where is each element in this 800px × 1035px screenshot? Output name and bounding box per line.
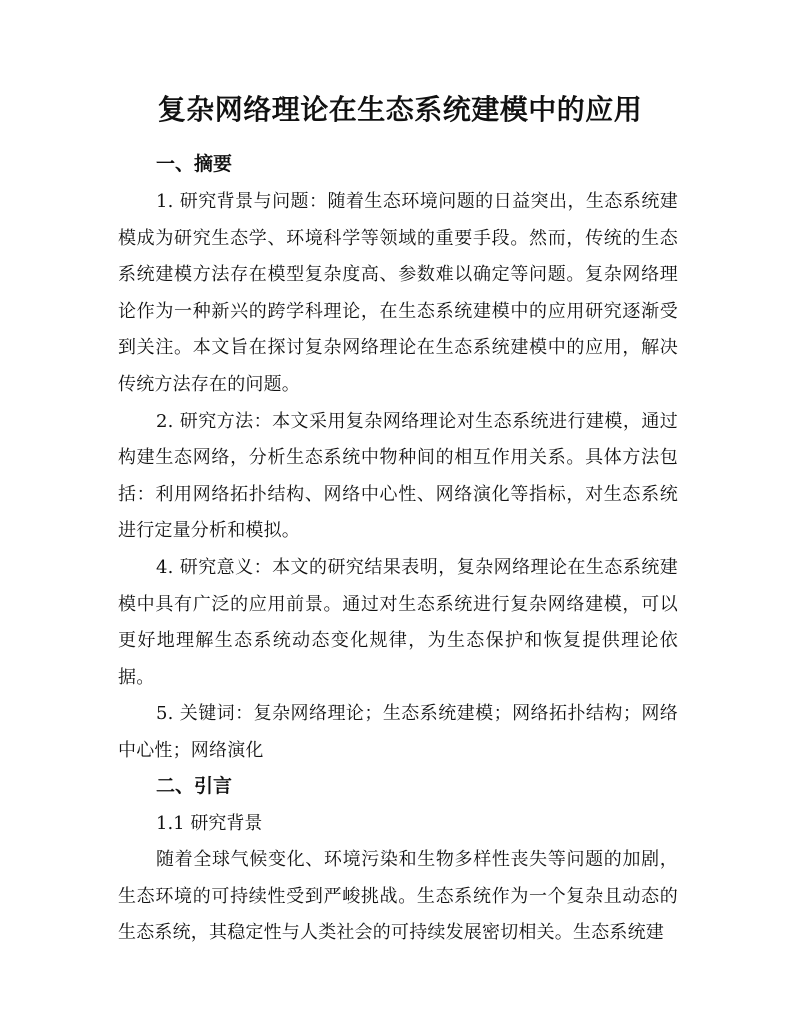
abstract-paragraph-keywords: 5. 关键词：复杂网络理论；生态系统建模；网络拓扑结构；网络中心性；网络演化 [118,703,678,761]
abstract-paragraph-background: 1. 研究背景与问题：随着生态环境问题的日益突出，生态系统建模成为研究生态学、环境科学等领域的重要手段。然而，传统的生态系统建模方法存在模型复杂度高、参数难以确定等问题。复杂网络理论作为一种新兴的跨学科理论，在生态系统建模中的应用研究逐渐受到关注。本文旨在探讨复杂网络理论在生态系统建模中的应用，解决传统方法存在的问题。 [118,191,678,395]
abstract-paragraph-significance: 4. 研究意义：本文的研究结果表明，复杂网络理论在生态系统建模中具有广泛的应用前景。通过对生态系统进行复杂网络建模，可以更好地理解生态系统动态变化规律，为生态保护和恢复提供理论依据。 [118,556,678,688]
abstract-paragraph-methods: 2. 研究方法：本文采用复杂网络理论对生态系统进行建模，通过构建生态网络，分析生态系统中物种间的相互作用关系。具体方法包括：利用网络拓扑结构、网络中心性、网络演化等指标，对生态系统进行定量分析和模拟。 [118,410,678,542]
intro-subheading-background: 1.1 研究背景 [156,812,263,834]
intro-heading: 二、引言 [156,774,233,797]
document-body [118,148,678,952]
intro-paragraph: 随着全球气候变化、环境污染和生物多样性丧失等问题的加剧，生态环境的可持续性受到严峻挑战。生态系统作为一个复杂且动态的生态系统，其稳定性与人类社会的可持续发展密切相关。生态系统建 [118,849,678,944]
abstract-heading: 一、摘要 [156,153,233,175]
document-title: 复杂网络理论在生态系统建模中的应用 [157,93,643,126]
